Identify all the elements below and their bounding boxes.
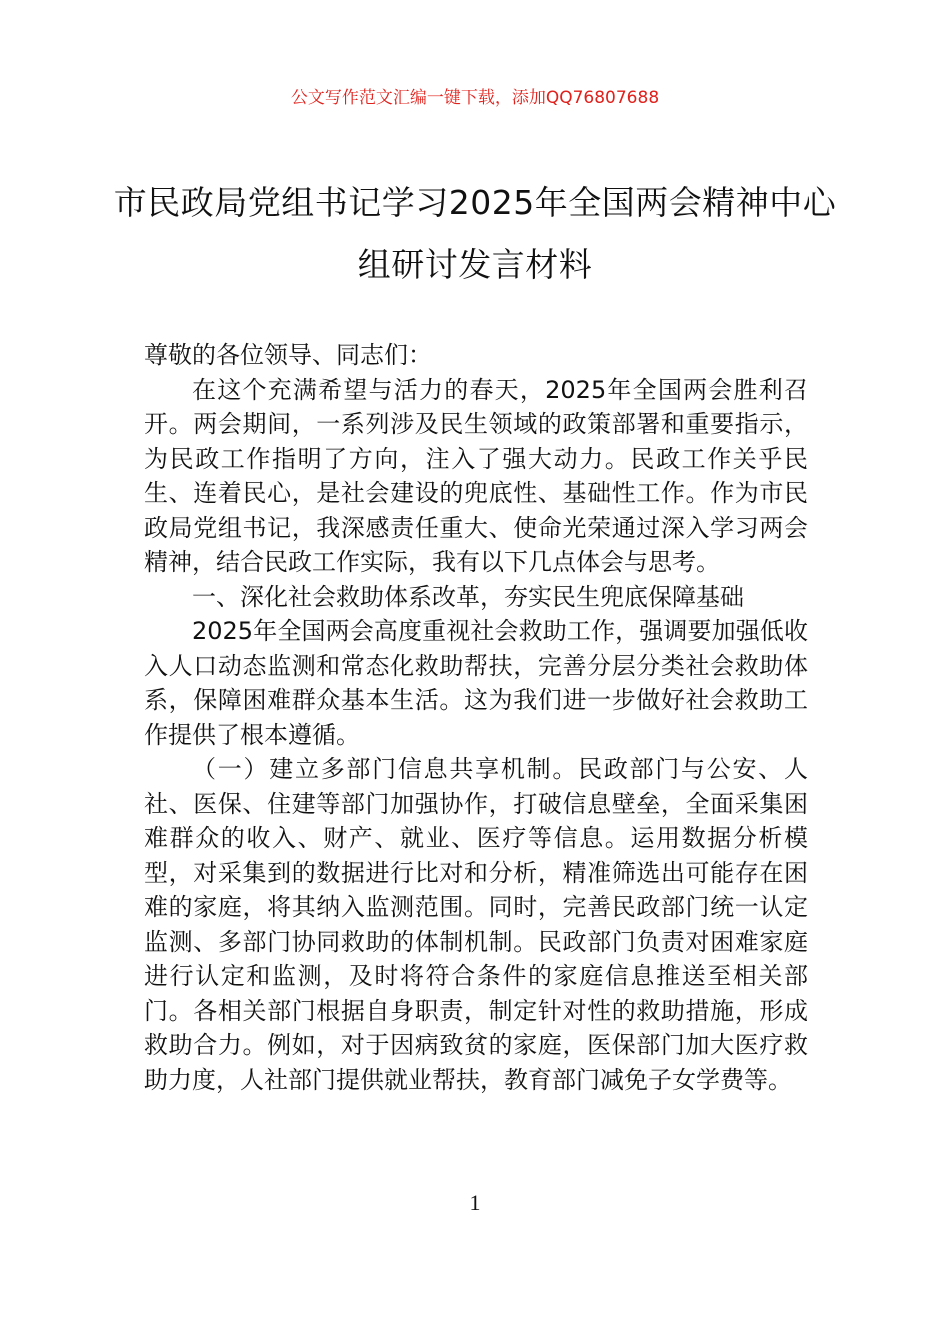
document-title: 市民政局党组书记学习2025年全国两会精神中心组研讨发言材料 — [113, 183, 837, 284]
paragraph-subsection-1: （一）建立多部门信息共享机制。民政部门与公安、人社、医保、住建等部门加强协作，打破信息壁垒，全面采集困难群众的收入、财产、就业、医疗等信息。运用数据分析模型，对采集到的数据进行比对和分析，精准筛选出可能存在困难的家庭，将其纳入监测范围。同时，完善民政部门统一认定监测、多部门协同救助的体制机制。民政部门负责对困难家庭进行认定和监测，及时将符合条件的家庭信息推送至相关部门。各相关部门根据自身职责，制定针对性的救助措施，形成救助合力。例如，对于因病致贫的家庭，医保部门加大医疗救助力度，人社部门提供就业帮扶，教育部门减免子女学费等。 — [144, 755, 808, 1094]
paragraph-intro: 在这个充满希望与活力的春天，2025年全国两会胜利召开。两会期间，一系列涉及民生领域的政策部署和重要指示，为民政工作指明了方向，注入了强大动力。民政工作关乎民生、连着民心，是社会建设的兜底性、基础性工作。作为市民政局党组书记，我深感责任重大、使命光荣通过深入学习两会精神，结合民政工作实际，我有以下几点体会与思考。 — [144, 375, 808, 576]
document-body — [144, 338, 808, 1097]
paragraph-section-intro: 2025年全国两会高度重视社会救助工作，强调要加强低收入人口动态监测和常态化救助帮扶，完善分层分类社会救助体系，保障困难群众基本生活。这为我们进一步做好社会救助工作提供了根本遵循。 — [144, 617, 808, 749]
salutation: 尊敬的各位领导、同志们： — [144, 341, 432, 369]
download-banner: 公文写作范文汇编一键下载，添加QQ76807688 — [290, 88, 660, 108]
page-number: 1 — [469, 1190, 481, 1215]
section-heading: 一、深化社会救助体系改革，夯实民生兜底保障基础 — [192, 582, 744, 611]
